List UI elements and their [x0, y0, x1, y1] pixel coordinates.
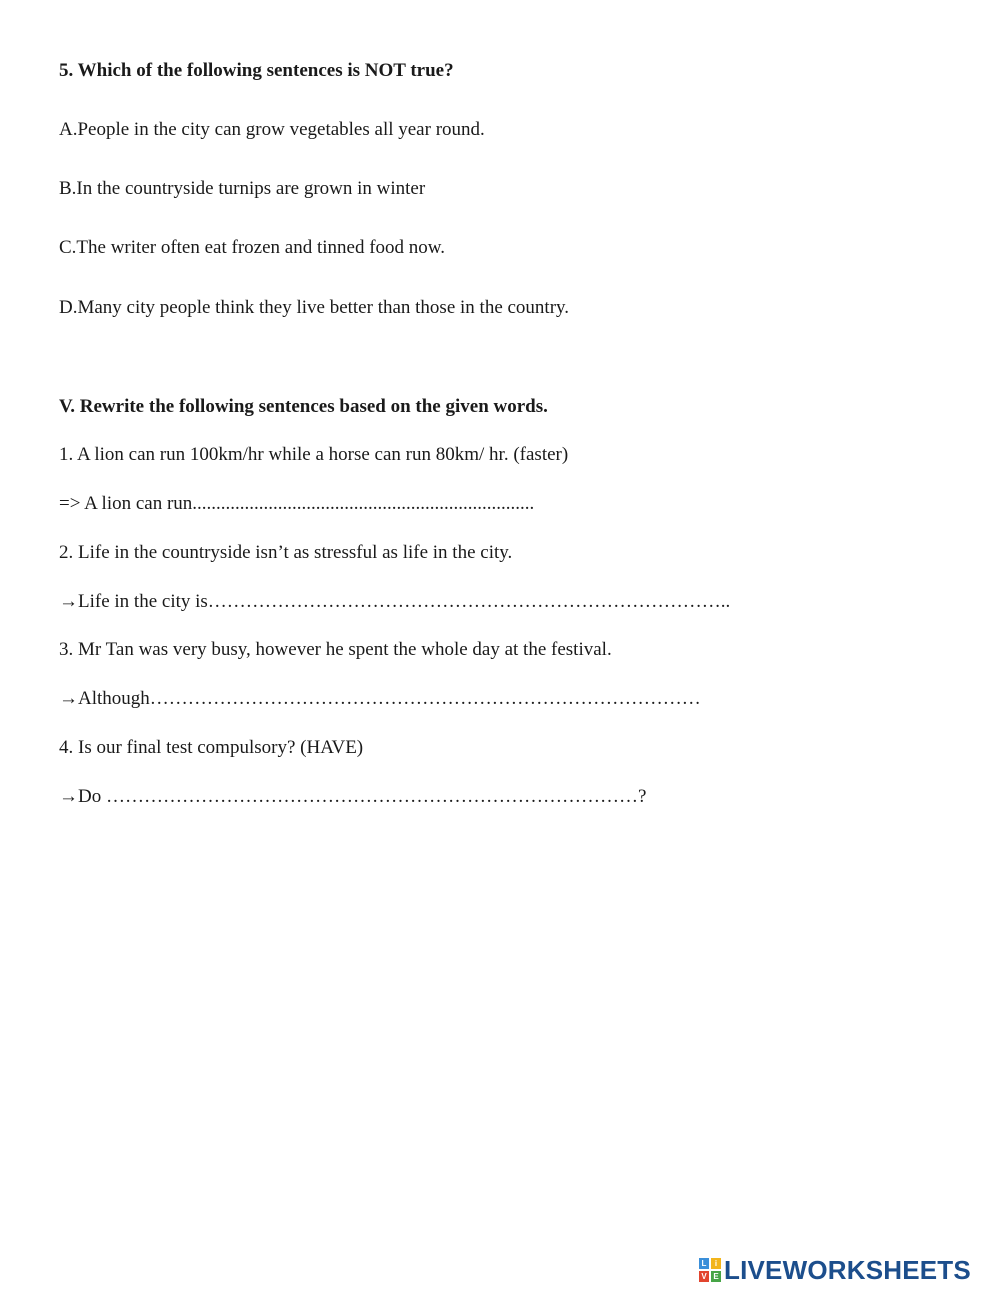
rewrite-2-prompt: 2. Life in the countryside isn’t as stressful as life in the city. [59, 542, 513, 563]
logo-blocks-icon [699, 1258, 721, 1282]
option-a: A.People in the city can grow vegetables all year round. [59, 119, 485, 140]
rewrite-3-answer-line: →Although…………………………………………………………………………… [59, 688, 701, 709]
option-d: D.Many city people think they live better than those in the country. [59, 297, 570, 318]
rewrite-1-prompt: 1. A lion can run 100km/hr while a horse can run 80km/ hr. (faster) [59, 444, 569, 465]
liveworksheets-logo [699, 1256, 971, 1284]
option-b: B.In the countryside turnips are grown in winter [59, 178, 426, 199]
rewrite-4-answer-line: →Do …………………………………………………………………………? [59, 786, 647, 807]
option-c: C.The writer often eat frozen and tinned food now. [59, 237, 446, 258]
rewrite-4-prompt: 4. Is our final test compulsory? (HAVE) [59, 737, 364, 758]
rewrite-2-answer-line: →Life in the city is……………………………………………………………………….. [59, 591, 731, 612]
logo-block-i: i [711, 1258, 721, 1269]
rewrite-3-prompt: 3. Mr Tan was very busy, however he spent the whole day at the festival. [59, 639, 612, 660]
logo-text: LIVEWORKSHEETS [724, 1254, 971, 1285]
logo-block-l: L [699, 1258, 709, 1269]
question-5-title: 5. Which of the following sentences is NOT true? [59, 60, 454, 81]
rewrite-1-answer-line: => A lion can run........................................................................ [59, 493, 535, 514]
logo-block-e: E [711, 1271, 721, 1282]
logo-block-v: V [699, 1271, 709, 1282]
section-v-heading: V. Rewrite the following sentences based on the given words. [59, 396, 548, 417]
